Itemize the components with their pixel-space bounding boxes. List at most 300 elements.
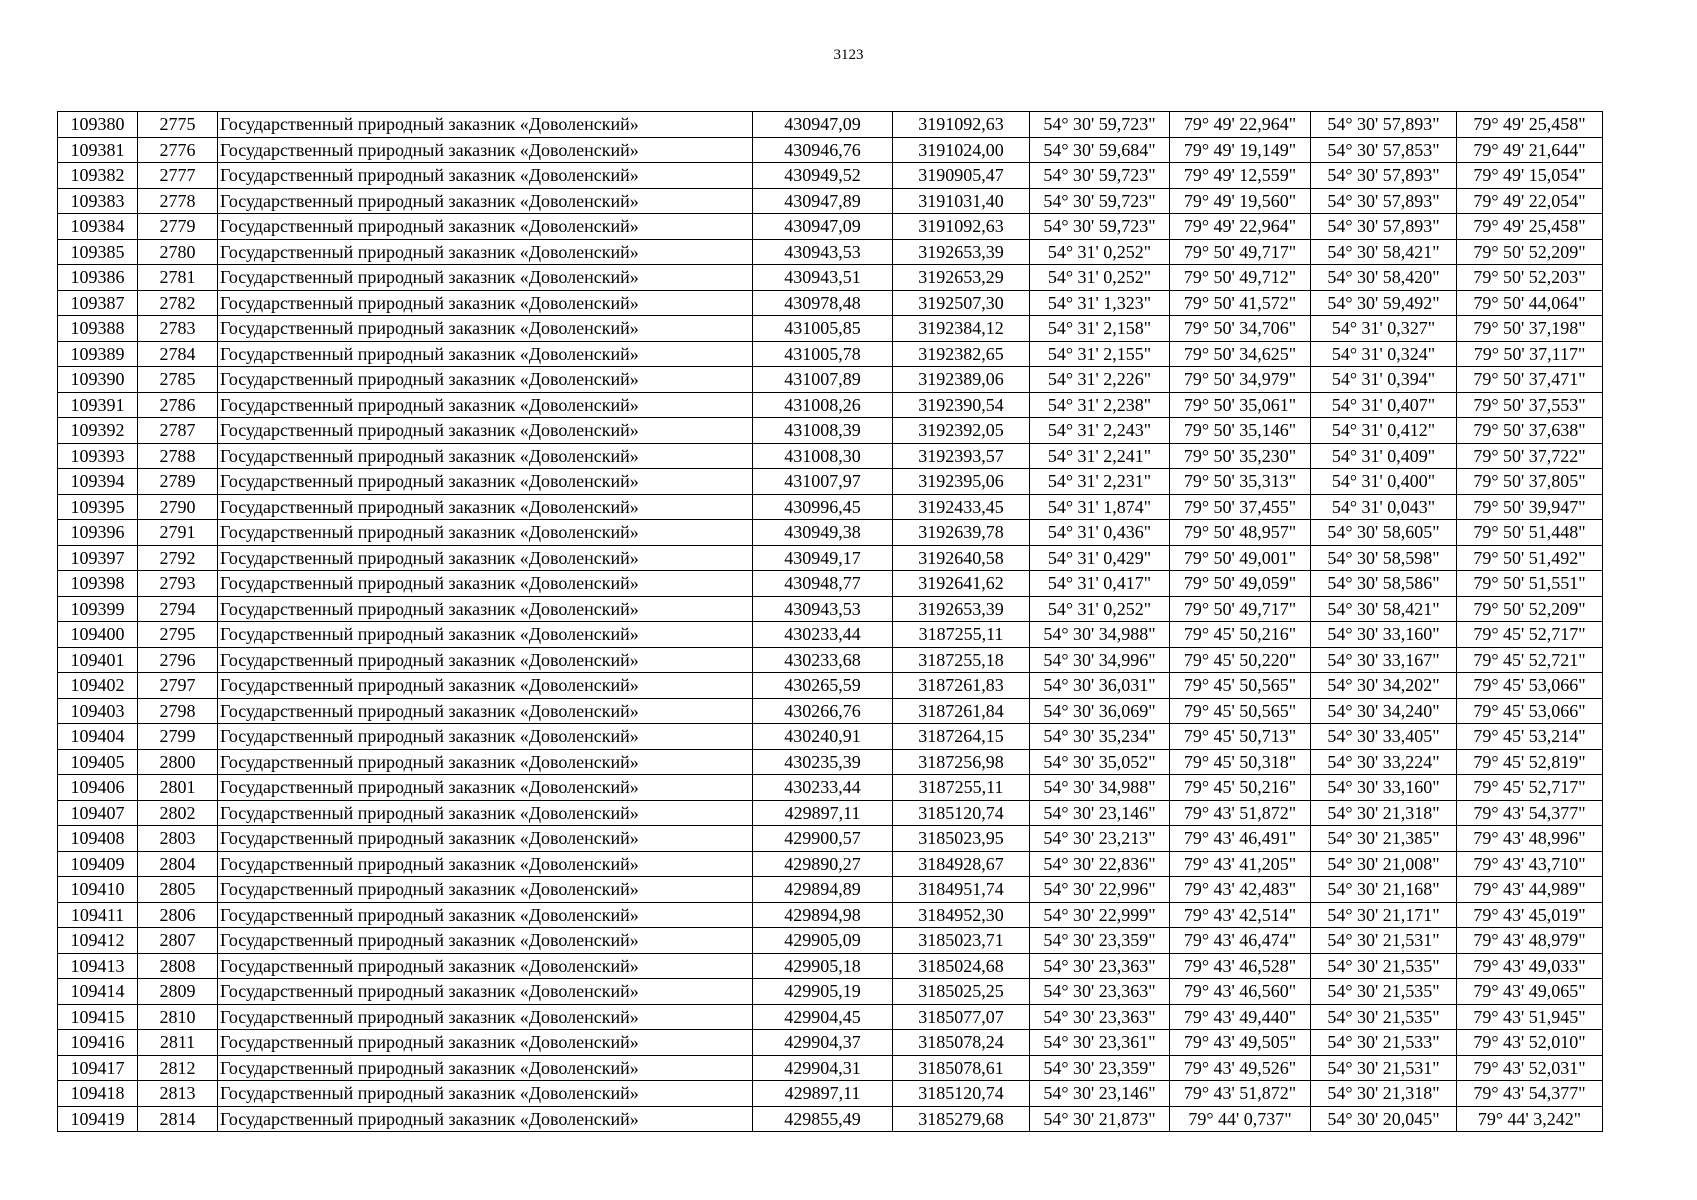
latitude-1-cell: 54° 30' 59,723" [1030,214,1170,240]
longitude-2-cell: 79° 50' 52,203" [1457,265,1603,291]
row-id-cell: 109391 [58,392,138,418]
table-row [58,826,1603,852]
latitude-1-cell: 54° 30' 23,359" [1030,928,1170,954]
point-number-cell: 2814 [138,1106,218,1132]
latitude-2-cell: 54° 30' 21,008" [1311,851,1457,877]
coord-y-cell: 3185279,68 [893,1106,1030,1132]
coord-x-cell: 431007,97 [753,469,893,495]
coord-y-cell: 3192390,54 [893,392,1030,418]
longitude-2-cell: 79° 50' 37,722" [1457,443,1603,469]
territory-name-cell: Государственный природный заказник «Доволенский» [218,290,753,316]
point-number-cell: 2801 [138,775,218,801]
point-number-cell: 2795 [138,622,218,648]
table-row [58,545,1603,571]
longitude-1-cell: 79° 50' 49,001" [1170,545,1311,571]
latitude-1-cell: 54° 30' 22,836" [1030,851,1170,877]
longitude-2-cell: 79° 44' 3,242" [1457,1106,1603,1132]
longitude-1-cell: 79° 50' 35,061" [1170,392,1311,418]
longitude-2-cell: 79° 50' 52,209" [1457,596,1603,622]
coord-y-cell: 3192384,12 [893,316,1030,342]
row-id-cell: 109402 [58,673,138,699]
row-id-cell: 109408 [58,826,138,852]
point-number-cell: 2811 [138,1030,218,1056]
row-id-cell: 109389 [58,341,138,367]
latitude-1-cell: 54° 31' 1,323" [1030,290,1170,316]
coord-y-cell: 3191024,00 [893,137,1030,163]
coord-y-cell: 3187261,83 [893,673,1030,699]
coord-y-cell: 3185120,74 [893,1081,1030,1107]
longitude-2-cell: 79° 50' 52,209" [1457,239,1603,265]
row-id-cell: 109390 [58,367,138,393]
table-row [58,494,1603,520]
coord-x-cell: 429894,98 [753,902,893,928]
coord-y-cell: 3192389,06 [893,367,1030,393]
latitude-2-cell: 54° 30' 34,240" [1311,698,1457,724]
row-id-cell: 109387 [58,290,138,316]
longitude-2-cell: 79° 50' 37,805" [1457,469,1603,495]
longitude-2-cell: 79° 43' 54,377" [1457,800,1603,826]
coord-y-cell: 3187264,15 [893,724,1030,750]
longitude-2-cell: 79° 45' 52,721" [1457,647,1603,673]
coord-x-cell: 429855,49 [753,1106,893,1132]
latitude-2-cell: 54° 30' 58,421" [1311,239,1457,265]
territory-name-cell: Государственный природный заказник «Доволенский» [218,545,753,571]
territory-name-cell: Государственный природный заказник «Доволенский» [218,596,753,622]
row-id-cell: 109395 [58,494,138,520]
table-row [58,953,1603,979]
point-number-cell: 2804 [138,851,218,877]
longitude-1-cell: 79° 43' 49,505" [1170,1030,1311,1056]
longitude-2-cell: 79° 43' 54,377" [1457,1081,1603,1107]
latitude-1-cell: 54° 31' 2,241" [1030,443,1170,469]
coord-y-cell: 3185077,07 [893,1004,1030,1030]
longitude-1-cell: 79° 50' 35,313" [1170,469,1311,495]
latitude-1-cell: 54° 31' 2,158" [1030,316,1170,342]
row-id-cell: 109406 [58,775,138,801]
longitude-1-cell: 79° 43' 51,872" [1170,800,1311,826]
latitude-2-cell: 54° 30' 21,535" [1311,1004,1457,1030]
point-number-cell: 2798 [138,698,218,724]
territory-name-cell: Государственный природный заказник «Доволенский» [218,341,753,367]
row-id-cell: 109397 [58,545,138,571]
coord-y-cell: 3192395,06 [893,469,1030,495]
point-number-cell: 2794 [138,596,218,622]
row-id-cell: 109392 [58,418,138,444]
point-number-cell: 2778 [138,188,218,214]
latitude-1-cell: 54° 30' 34,996" [1030,647,1170,673]
row-id-cell: 109384 [58,214,138,240]
coord-y-cell: 3185078,61 [893,1055,1030,1081]
latitude-1-cell: 54° 31' 0,429" [1030,545,1170,571]
table-row [58,443,1603,469]
longitude-1-cell: 79° 50' 35,146" [1170,418,1311,444]
row-id-cell: 109412 [58,928,138,954]
coord-y-cell: 3185024,68 [893,953,1030,979]
table-row [58,239,1603,265]
table-row [58,1055,1603,1081]
page-number: 3123 [833,47,864,63]
coord-y-cell: 3192433,45 [893,494,1030,520]
latitude-2-cell: 54° 30' 58,420" [1311,265,1457,291]
longitude-2-cell: 79° 45' 52,717" [1457,775,1603,801]
territory-name-cell: Государственный природный заказник «Доволенский» [218,1030,753,1056]
longitude-1-cell: 79° 43' 49,526" [1170,1055,1311,1081]
territory-name-cell: Государственный природный заказник «Доволенский» [218,418,753,444]
longitude-1-cell: 79° 49' 19,149" [1170,137,1311,163]
table-row [58,979,1603,1005]
coord-x-cell: 431005,78 [753,341,893,367]
coord-y-cell: 3187255,18 [893,647,1030,673]
point-number-cell: 2786 [138,392,218,418]
latitude-1-cell: 54° 31' 0,252" [1030,239,1170,265]
latitude-1-cell: 54° 30' 22,999" [1030,902,1170,928]
coord-x-cell: 431005,85 [753,316,893,342]
latitude-1-cell: 54° 31' 2,226" [1030,367,1170,393]
row-id-cell: 109399 [58,596,138,622]
longitude-2-cell: 79° 43' 43,710" [1457,851,1603,877]
row-id-cell: 109393 [58,443,138,469]
longitude-1-cell: 79° 43' 41,205" [1170,851,1311,877]
table-row [58,1081,1603,1107]
latitude-1-cell: 54° 31' 2,243" [1030,418,1170,444]
coord-x-cell: 430947,89 [753,188,893,214]
territory-name-cell: Государственный природный заказник «Доволенский» [218,571,753,597]
territory-name-cell: Государственный природный заказник «Доволенский» [218,239,753,265]
table-row [58,928,1603,954]
table-row [58,1004,1603,1030]
table-row [58,112,1603,138]
latitude-2-cell: 54° 30' 21,385" [1311,826,1457,852]
point-number-cell: 2810 [138,1004,218,1030]
coord-y-cell: 3185023,71 [893,928,1030,954]
point-number-cell: 2813 [138,1081,218,1107]
row-id-cell: 109414 [58,979,138,1005]
latitude-2-cell: 54° 30' 57,853" [1311,137,1457,163]
coord-x-cell: 430233,44 [753,622,893,648]
coord-x-cell: 430943,53 [753,239,893,265]
longitude-1-cell: 79° 49' 22,964" [1170,112,1311,138]
latitude-1-cell: 54° 30' 22,996" [1030,877,1170,903]
longitude-2-cell: 79° 45' 53,214" [1457,724,1603,750]
longitude-2-cell: 79° 49' 21,644" [1457,137,1603,163]
longitude-1-cell: 79° 45' 50,216" [1170,775,1311,801]
table-row [58,571,1603,597]
coord-x-cell: 430943,51 [753,265,893,291]
row-id-cell: 109394 [58,469,138,495]
point-number-cell: 2785 [138,367,218,393]
coord-x-cell: 429900,57 [753,826,893,852]
table-row [58,341,1603,367]
coord-x-cell: 431008,39 [753,418,893,444]
table-row [58,367,1603,393]
longitude-1-cell: 79° 49' 22,964" [1170,214,1311,240]
latitude-1-cell: 54° 30' 59,723" [1030,188,1170,214]
coord-y-cell: 3184951,74 [893,877,1030,903]
latitude-2-cell: 54° 31' 0,394" [1311,367,1457,393]
point-number-cell: 2783 [138,316,218,342]
longitude-2-cell: 79° 49' 22,054" [1457,188,1603,214]
coord-x-cell: 429904,31 [753,1055,893,1081]
territory-name-cell: Государственный природный заказник «Доволенский» [218,877,753,903]
latitude-2-cell: 54° 30' 57,893" [1311,112,1457,138]
latitude-2-cell: 54° 30' 21,533" [1311,1030,1457,1056]
latitude-2-cell: 54° 30' 21,531" [1311,1055,1457,1081]
latitude-2-cell: 54° 30' 33,167" [1311,647,1457,673]
point-number-cell: 2790 [138,494,218,520]
coord-y-cell: 3192641,62 [893,571,1030,597]
territory-name-cell: Государственный природный заказник «Доволенский» [218,622,753,648]
row-id-cell: 109396 [58,520,138,546]
territory-name-cell: Государственный природный заказник «Доволенский» [218,494,753,520]
longitude-2-cell: 79° 45' 53,066" [1457,698,1603,724]
latitude-1-cell: 54° 31' 0,252" [1030,265,1170,291]
longitude-1-cell: 79° 43' 49,440" [1170,1004,1311,1030]
longitude-2-cell: 79° 45' 52,819" [1457,749,1603,775]
territory-name-cell: Государственный природный заказник «Доволенский» [218,137,753,163]
coord-y-cell: 3185023,95 [893,826,1030,852]
territory-name-cell: Государственный природный заказник «Доволенский» [218,188,753,214]
latitude-2-cell: 54° 30' 21,318" [1311,800,1457,826]
territory-name-cell: Государственный природный заказник «Доволенский» [218,1004,753,1030]
latitude-2-cell: 54° 30' 57,893" [1311,163,1457,189]
territory-name-cell: Государственный природный заказник «Доволенский» [218,673,753,699]
row-id-cell: 109398 [58,571,138,597]
coord-x-cell: 430949,38 [753,520,893,546]
latitude-1-cell: 54° 30' 23,146" [1030,1081,1170,1107]
latitude-2-cell: 54° 30' 57,893" [1311,188,1457,214]
latitude-2-cell: 54° 31' 0,409" [1311,443,1457,469]
coord-y-cell: 3191092,63 [893,214,1030,240]
point-number-cell: 2797 [138,673,218,699]
longitude-1-cell: 79° 50' 41,572" [1170,290,1311,316]
row-id-cell: 109386 [58,265,138,291]
coord-x-cell: 430240,91 [753,724,893,750]
latitude-1-cell: 54° 30' 23,146" [1030,800,1170,826]
territory-name-cell: Государственный природный заказник «Доволенский» [218,1055,753,1081]
longitude-2-cell: 79° 43' 45,019" [1457,902,1603,928]
coord-x-cell: 430266,76 [753,698,893,724]
longitude-1-cell: 79° 45' 50,713" [1170,724,1311,750]
coord-x-cell: 430978,48 [753,290,893,316]
latitude-2-cell: 54° 30' 33,224" [1311,749,1457,775]
longitude-2-cell: 79° 50' 37,553" [1457,392,1603,418]
table-row [58,775,1603,801]
longitude-1-cell: 79° 45' 50,220" [1170,647,1311,673]
row-id-cell: 109413 [58,953,138,979]
coord-x-cell: 431007,89 [753,367,893,393]
coord-y-cell: 3192507,30 [893,290,1030,316]
latitude-1-cell: 54° 30' 23,363" [1030,979,1170,1005]
coord-y-cell: 3192640,58 [893,545,1030,571]
territory-name-cell: Государственный природный заказник «Доволенский» [218,902,753,928]
longitude-2-cell: 79° 45' 52,717" [1457,622,1603,648]
longitude-1-cell: 79° 50' 49,712" [1170,265,1311,291]
latitude-1-cell: 54° 30' 59,684" [1030,137,1170,163]
longitude-1-cell: 79° 43' 42,483" [1170,877,1311,903]
territory-name-cell: Государственный природный заказник «Доволенский» [218,800,753,826]
table-row [58,851,1603,877]
territory-name-cell: Государственный природный заказник «Доволенский» [218,163,753,189]
table-row [58,265,1603,291]
coord-x-cell: 429905,09 [753,928,893,954]
coord-x-cell: 429890,27 [753,851,893,877]
latitude-2-cell: 54° 30' 33,405" [1311,724,1457,750]
latitude-1-cell: 54° 30' 23,361" [1030,1030,1170,1056]
longitude-1-cell: 79° 50' 49,717" [1170,596,1311,622]
coord-x-cell: 429894,89 [753,877,893,903]
territory-name-cell: Государственный природный заказник «Доволенский» [218,469,753,495]
longitude-1-cell: 79° 50' 34,706" [1170,316,1311,342]
latitude-2-cell: 54° 31' 0,400" [1311,469,1457,495]
point-number-cell: 2796 [138,647,218,673]
point-number-cell: 2787 [138,418,218,444]
longitude-1-cell: 79° 45' 50,318" [1170,749,1311,775]
row-id-cell: 109381 [58,137,138,163]
latitude-1-cell: 54° 31' 0,436" [1030,520,1170,546]
latitude-1-cell: 54° 31' 1,874" [1030,494,1170,520]
table-row [58,902,1603,928]
latitude-1-cell: 54° 31' 2,238" [1030,392,1170,418]
coord-x-cell: 429897,11 [753,1081,893,1107]
longitude-2-cell: 79° 45' 53,066" [1457,673,1603,699]
coord-y-cell: 3184928,67 [893,851,1030,877]
table-row [58,520,1603,546]
point-number-cell: 2800 [138,749,218,775]
latitude-1-cell: 54° 31' 2,231" [1030,469,1170,495]
coord-y-cell: 3187261,84 [893,698,1030,724]
row-id-cell: 109382 [58,163,138,189]
table-row [58,698,1603,724]
longitude-2-cell: 79° 50' 51,448" [1457,520,1603,546]
coord-y-cell: 3185078,24 [893,1030,1030,1056]
point-number-cell: 2793 [138,571,218,597]
coord-x-cell: 430943,53 [753,596,893,622]
longitude-2-cell: 79° 50' 51,492" [1457,545,1603,571]
point-number-cell: 2807 [138,928,218,954]
latitude-2-cell: 54° 30' 33,160" [1311,775,1457,801]
longitude-2-cell: 79° 50' 44,064" [1457,290,1603,316]
latitude-2-cell: 54° 30' 21,535" [1311,979,1457,1005]
table-row [58,622,1603,648]
longitude-1-cell: 79° 45' 50,565" [1170,673,1311,699]
row-id-cell: 109383 [58,188,138,214]
point-number-cell: 2802 [138,800,218,826]
longitude-2-cell: 79° 49' 15,054" [1457,163,1603,189]
table-row [58,800,1603,826]
longitude-2-cell: 79° 43' 52,010" [1457,1030,1603,1056]
coord-x-cell: 430233,68 [753,647,893,673]
longitude-2-cell: 79° 50' 37,638" [1457,418,1603,444]
point-number-cell: 2788 [138,443,218,469]
latitude-1-cell: 54° 30' 23,363" [1030,953,1170,979]
coord-y-cell: 3190905,47 [893,163,1030,189]
longitude-2-cell: 79° 43' 44,989" [1457,877,1603,903]
table-row [58,749,1603,775]
table-row [58,418,1603,444]
point-number-cell: 2812 [138,1055,218,1081]
territory-name-cell: Государственный природный заказник «Доволенский» [218,316,753,342]
territory-name-cell: Государственный природный заказник «Доволенский» [218,724,753,750]
territory-name-cell: Государственный природный заказник «Доволенский» [218,647,753,673]
table-row [58,673,1603,699]
longitude-1-cell: 79° 43' 46,474" [1170,928,1311,954]
latitude-1-cell: 54° 30' 59,723" [1030,163,1170,189]
coord-y-cell: 3192392,05 [893,418,1030,444]
point-number-cell: 2808 [138,953,218,979]
row-id-cell: 109417 [58,1055,138,1081]
longitude-1-cell: 79° 49' 19,560" [1170,188,1311,214]
point-number-cell: 2806 [138,902,218,928]
coord-x-cell: 429904,45 [753,1004,893,1030]
coord-y-cell: 3185025,25 [893,979,1030,1005]
coord-x-cell: 430948,77 [753,571,893,597]
coord-x-cell: 430265,59 [753,673,893,699]
coord-x-cell: 430996,45 [753,494,893,520]
row-id-cell: 109385 [58,239,138,265]
table-row [58,647,1603,673]
latitude-2-cell: 54° 31' 0,412" [1311,418,1457,444]
table-row [58,469,1603,495]
longitude-1-cell: 79° 49' 12,559" [1170,163,1311,189]
point-number-cell: 2803 [138,826,218,852]
latitude-2-cell: 54° 30' 58,421" [1311,596,1457,622]
latitude-1-cell: 54° 30' 36,031" [1030,673,1170,699]
coord-y-cell: 3192653,39 [893,596,1030,622]
table-row [58,137,1603,163]
table-row [58,290,1603,316]
row-id-cell: 109380 [58,112,138,138]
point-number-cell: 2805 [138,877,218,903]
latitude-1-cell: 54° 30' 23,213" [1030,826,1170,852]
row-id-cell: 109415 [58,1004,138,1030]
longitude-1-cell: 79° 50' 35,230" [1170,443,1311,469]
row-id-cell: 109409 [58,851,138,877]
territory-name-cell: Государственный природный заказник «Доволенский» [218,851,753,877]
row-id-cell: 109418 [58,1081,138,1107]
territory-name-cell: Государственный природный заказник «Доволенский» [218,826,753,852]
territory-name-cell: Государственный природный заказник «Доволенский» [218,749,753,775]
latitude-2-cell: 54° 31' 0,043" [1311,494,1457,520]
row-id-cell: 109405 [58,749,138,775]
coord-x-cell: 429897,11 [753,800,893,826]
latitude-1-cell: 54° 31' 0,417" [1030,571,1170,597]
latitude-1-cell: 54° 31' 2,155" [1030,341,1170,367]
coord-x-cell: 429905,18 [753,953,893,979]
territory-name-cell: Государственный природный заказник «Доволенский» [218,928,753,954]
latitude-2-cell: 54° 30' 21,168" [1311,877,1457,903]
longitude-1-cell: 79° 43' 46,560" [1170,979,1311,1005]
longitude-2-cell: 79° 43' 52,031" [1457,1055,1603,1081]
coord-x-cell: 430233,44 [753,775,893,801]
coord-x-cell: 429904,37 [753,1030,893,1056]
territory-name-cell: Государственный природный заказник «Доволенский» [218,1081,753,1107]
point-number-cell: 2781 [138,265,218,291]
row-id-cell: 109411 [58,902,138,928]
territory-name-cell: Государственный природный заказник «Доволенский» [218,953,753,979]
table-row [58,316,1603,342]
point-number-cell: 2809 [138,979,218,1005]
coord-y-cell: 3191092,63 [893,112,1030,138]
table-row [58,1106,1603,1132]
table-row [58,163,1603,189]
table-row [58,188,1603,214]
row-id-cell: 109403 [58,698,138,724]
coord-x-cell: 430947,09 [753,112,893,138]
row-id-cell: 109416 [58,1030,138,1056]
longitude-1-cell: 79° 43' 42,514" [1170,902,1311,928]
latitude-2-cell: 54° 30' 34,202" [1311,673,1457,699]
coord-x-cell: 430946,76 [753,137,893,163]
